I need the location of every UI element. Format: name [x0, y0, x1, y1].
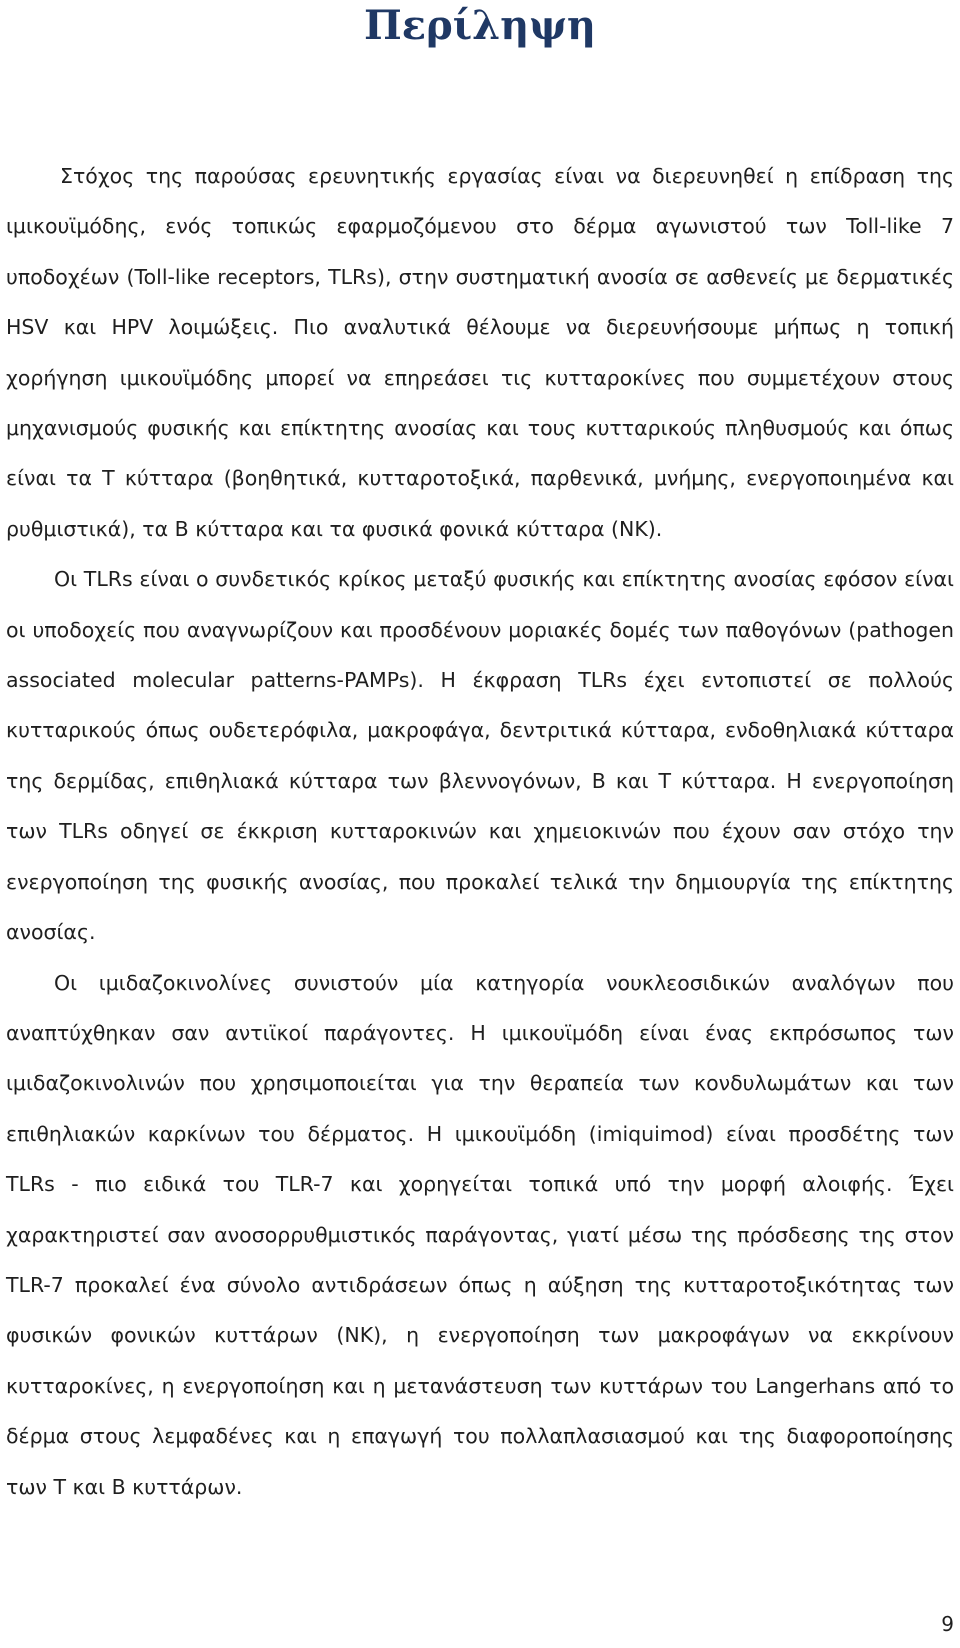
paragraph-1: Στόχος της παρούσας ερευνητικής εργασίας είναι να διερευνηθεί η επίδραση της ιμικουϊμόδης, ενός τοπικώς εφαρμοζόμενου στο δέρμα αγωνιστού των Toll-like 7 υποδοχέων (Toll-like receptors, TLRs), στην συστηματική ανοσία σε ασθενείς με δερματικές HSV και HPV λοιμώξεις. Πιο αναλυτικά θέλουμε να διερευνήσουμε μήπως η τοπική χορήγηση ιμικουϊμόδης μπορεί να επηρεάσει τις κυτταροκίνες που συμμετέχουν στους μηχανισμούς φυσικής και επίκτητης ανοσίας και τους κυτταρικούς πληθυσμούς και όπως είναι τα Τ κύτταρα (βοηθητικά, κυτταροτοξικά, παρθενικά, μνήμης, ενεργοποιημένα και ρυθμιστικά), τα Β κύτταρα και τα φυσικά φονικά κύτταρα (ΝΚ).: [6, 164, 954, 541]
page-title: Περίληψη: [364, 2, 596, 49]
paragraph-3: Οι ιμιδαζοκινολίνες συνιστούν μία κατηγορία νουκλεοσιδικών αναλόγων που αναπτύχθηκαν σαν αντιϊκοί παράγοντες. Η ιμικουϊμόδη είναι ένας εκπρόσωπος των ιμιδαζοκινολινών που χρησιμοποιείται για την θεραπεία των κονδυλωμάτων και των επιθηλιακών καρκίνων του δέρματος. Η ιμικουϊμόδη (imiquimod) είναι προσδέτης των TLRs - πιο ειδικά του TLR-7 και χορηγείται τοπικά υπό την μορφή αλοιφής. Έχει χαρακτηριστεί σαν ανοσορρυθμιστικός παράγοντας, γιατί μέσω της πρόσδεσης της στον TLR-7 προκαλεί ένα σύνολο αντιδράσεων όπως η αύξηση της κυτταροτοξικότητας των φυσικών φονικών κυττάρων (ΝΚ), η ενεργοποίηση των μακροφάγων να εκκρίνουν κυτταροκίνες, η ενεργοποίηση και η μετανάστευση των κυττάρων του Langerhans από το δέρμα στους λεμφαδένες και η επαγωγή του πολλαπλασιασμού και της διαφοροποίησης των Τ και Β κυττάρων.: [6, 970, 954, 1499]
abstract-body: [6, 151, 954, 1512]
paragraph-2: Οι TLRs είναι ο συνδετικός κρίκος μεταξύ φυσικής και επίκτητης ανοσίας εφόσον είναι οι υποδοχείς που αναγνωρίζουν και προσδένουν μοριακές δομές των παθογόνων (pathogen associated molecular patterns-PAMPs). Η έκφραση TLRs έχει εντοπιστεί σε πολλούς κυτταρικούς όπως ουδετερόφιλα, μακροφάγα, δεντριτικά κύτταρα, ενδοθηλιακά κύτταρα της δερμίδας, επιθηλιακά κύτταρα των βλεννογόνων, Β και Τ κύτταρα. Η ενεργοποίηση των TLRs οδηγεί σε έκκριση κυτταροκινών και χημειοκινών που έχουν σαν στόχο την ενεργοποίηση της φυσικής ανοσίας, που προκαλεί τελικά την δημιουργία της επίκτητης ανοσίας.: [6, 567, 954, 945]
page-number: 9: [941, 1612, 954, 1636]
